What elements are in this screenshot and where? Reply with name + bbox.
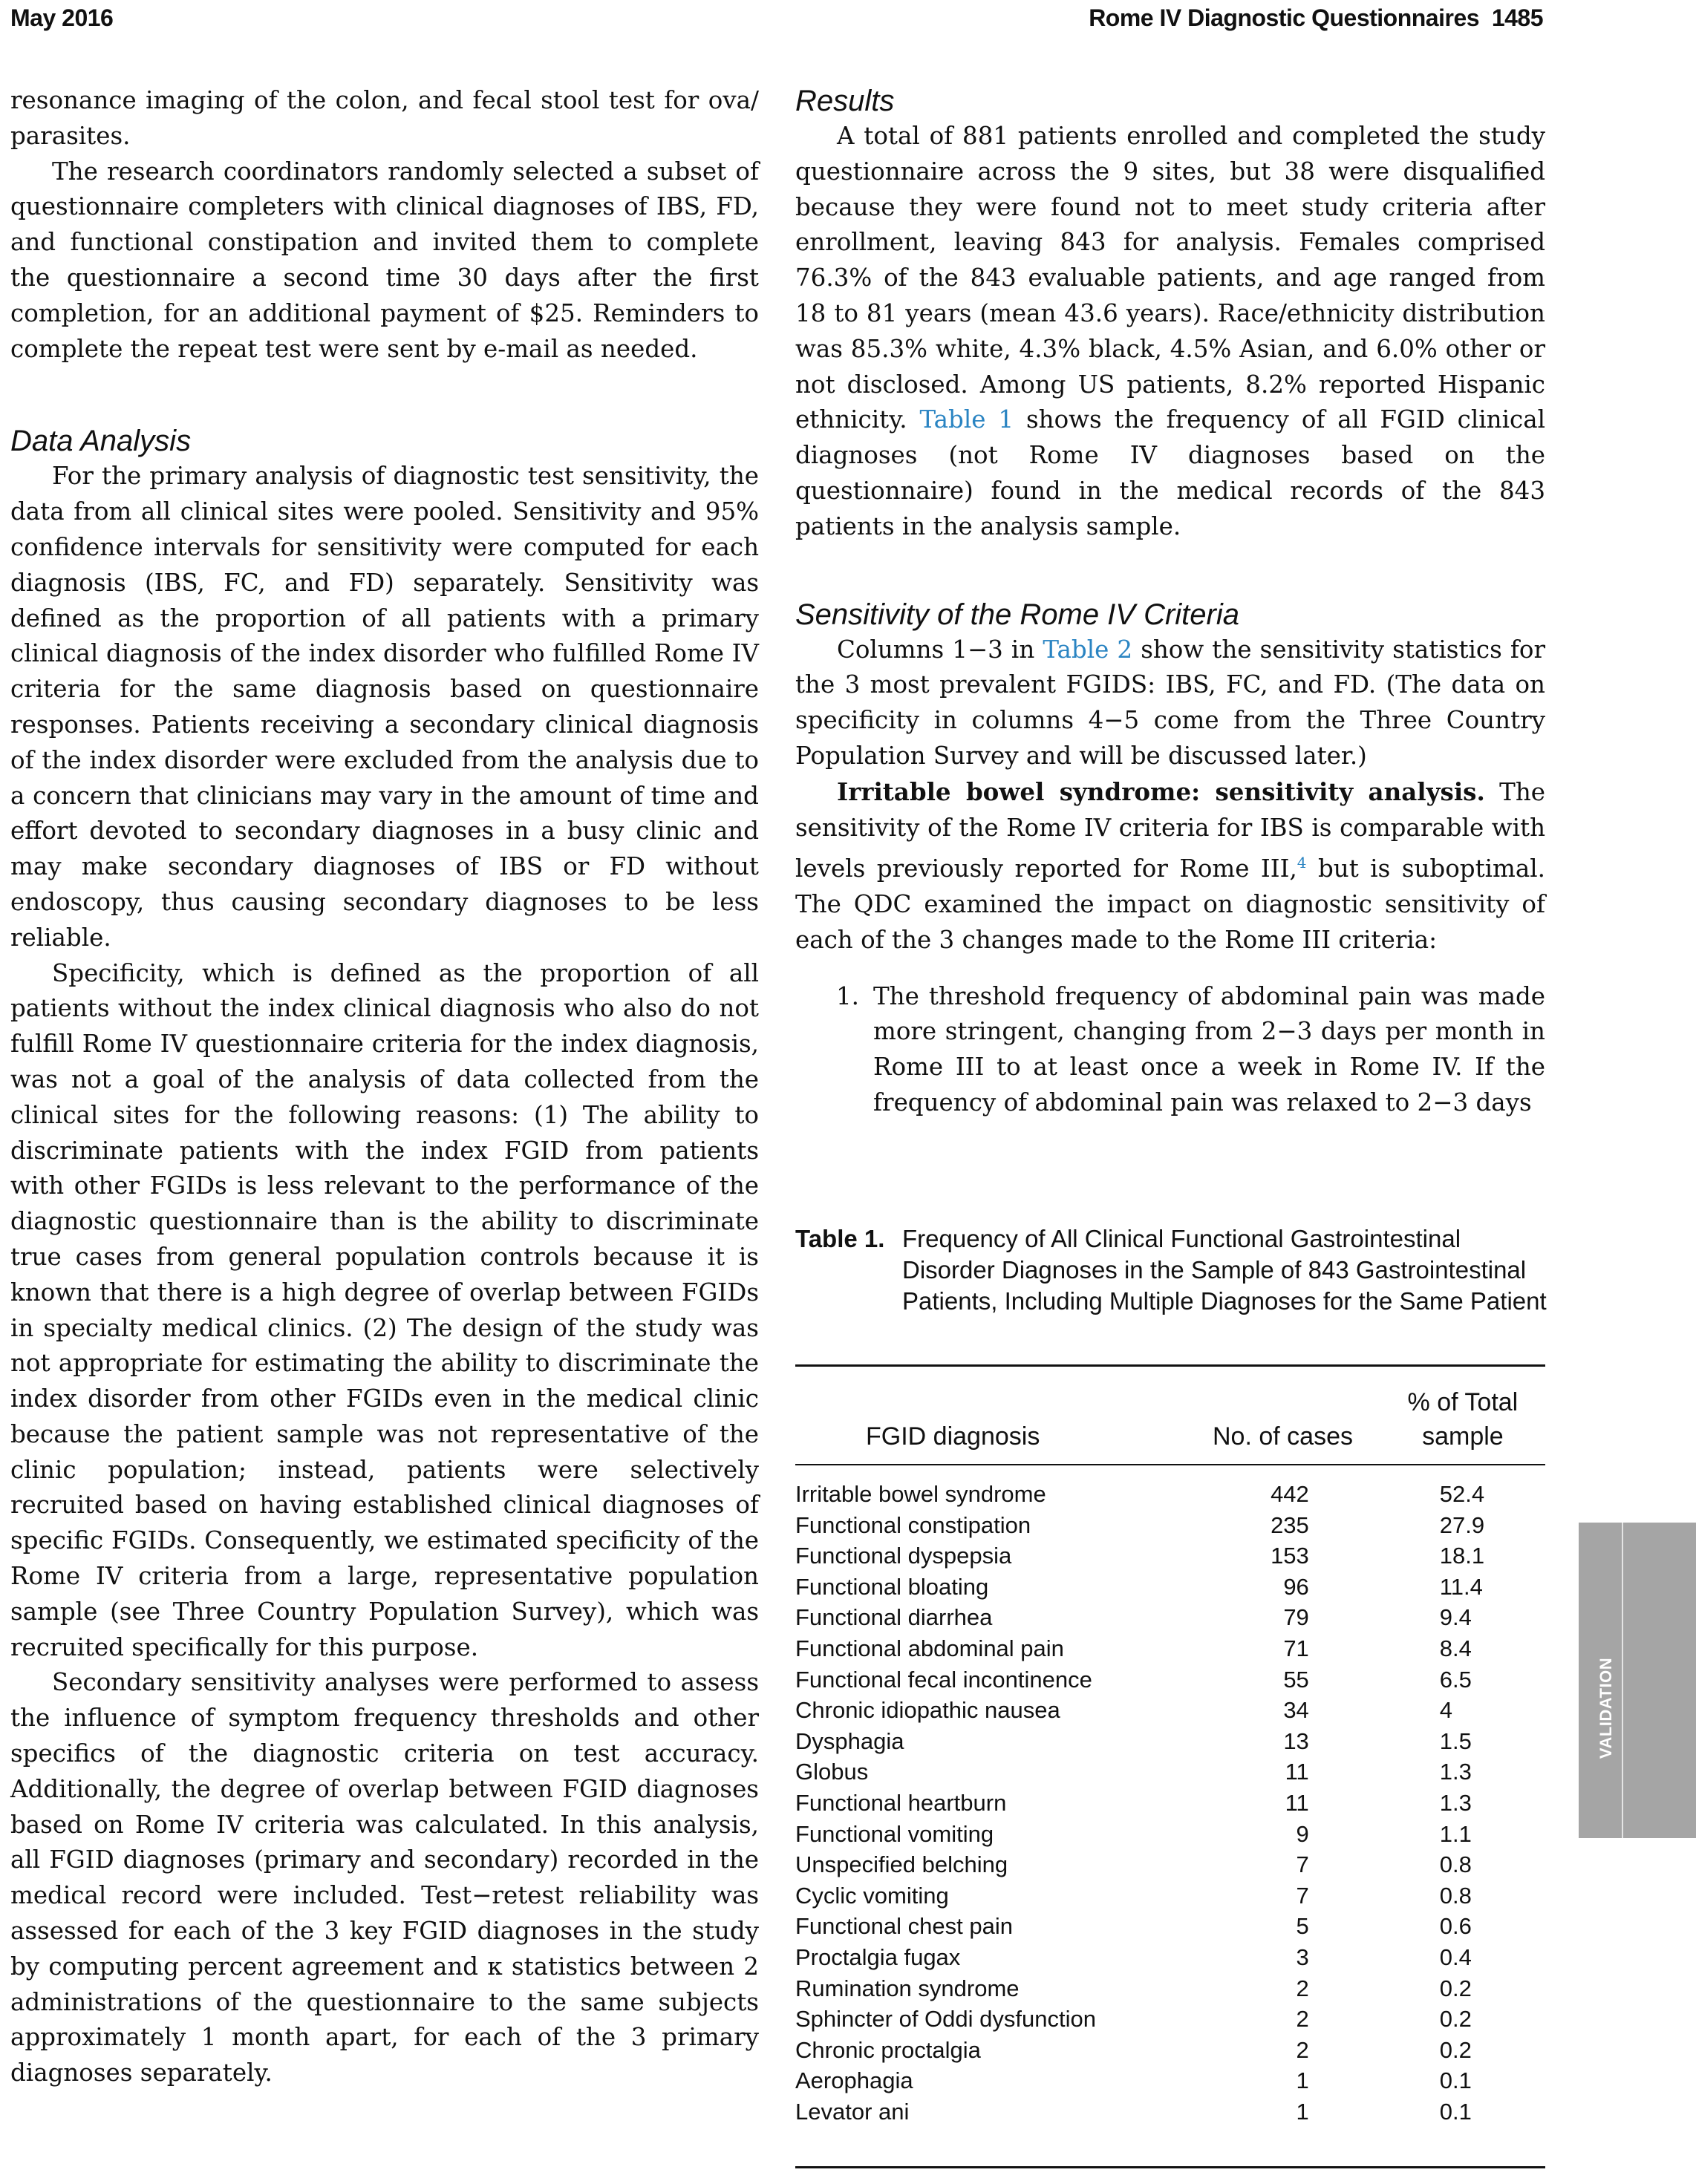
cell-cases: 34 xyxy=(1283,1697,1309,1724)
table-row xyxy=(795,1510,1545,1541)
cell-cases: 5 xyxy=(1296,1913,1309,1940)
table-row xyxy=(795,1602,1545,1633)
cell-percent: 0.8 xyxy=(1439,1882,1472,1909)
cell-percent: 0.2 xyxy=(1439,2036,1472,2063)
column-header-diagnosis: FGID diagnosis xyxy=(866,1422,1040,1451)
cell-percent: 0.8 xyxy=(1439,1851,1472,1878)
cell-cases: 7 xyxy=(1296,1882,1309,1909)
cell-diagnosis: Aerophagia xyxy=(795,2067,913,2094)
cell-diagnosis: Chronic idiopathic nausea xyxy=(795,1697,1060,1724)
cell-cases: 2 xyxy=(1296,2036,1309,2063)
cell-diagnosis: Globus xyxy=(795,1759,869,1785)
column-header-percent-line1: % of Total xyxy=(1407,1388,1519,1416)
table-row xyxy=(795,1664,1545,1696)
table-label: Table 1. xyxy=(795,1225,885,1252)
changes-list xyxy=(795,979,1545,1121)
section-heading-data-analysis: Data Analysis xyxy=(10,425,192,458)
cell-percent: 1.3 xyxy=(1439,1789,1472,1816)
side-tab-label xyxy=(1595,1656,1617,1760)
results-text: A total of 881 patients enrolled and completed the study questionnaire across the 9 sites, but 38 were disqualified because they were found not to meet study criteria after enrollment, leaving 843 for analysis. Females comprised 76.3% of the 843 evaluable patients, and age ranged from 18 to 81 years (mean 43.6 years). Race/ethnicity distribution was 85.3% white, 4.3% black, 4.5% Asian, and 6.0% other or not disclosed. Among US patients, 8.2% reported Hispanic ethnicity. xyxy=(795,122,1545,434)
cell-diagnosis: Chronic proctalgia xyxy=(795,2036,981,2063)
cell-cases: 9 xyxy=(1296,1820,1309,1847)
table-row xyxy=(795,1756,1545,1788)
cell-percent: 4 xyxy=(1439,1697,1453,1724)
table-row xyxy=(795,1633,1545,1664)
section-spacer xyxy=(10,367,759,423)
cell-percent: 6.5 xyxy=(1439,1666,1472,1693)
paragraph xyxy=(795,119,1545,545)
table-row xyxy=(795,1973,1545,2004)
cell-cases: 153 xyxy=(1271,1543,1309,1569)
reference-4-link[interactable]: 4 xyxy=(1297,854,1307,872)
cell-percent: 0.4 xyxy=(1439,1943,1472,1970)
cell-cases: 71 xyxy=(1283,1635,1309,1661)
table-row xyxy=(795,1880,1545,1912)
results-text: shows the frequency of all FGID clinical diagnoses (not Rome IV diagnoses based on the questionnaire) found in the medical records of the 843 patients in the analysis sample. xyxy=(795,405,1545,540)
cell-diagnosis: Functional diarrhea xyxy=(795,1604,993,1631)
column-header-percent xyxy=(1380,1385,1545,1454)
cell-diagnosis: Sphincter of Oddi dysfunction xyxy=(795,2006,1096,2033)
cell-cases: 79 xyxy=(1283,1604,1309,1631)
side-tab-divider xyxy=(1622,1523,1623,1838)
sensitivity-text: show the sensitivity statistics for the 3 most prevalent FGIDS: IBS, FC, and FD. (The data on specificity in columns 4−5 come from the Three Country Population Survey and will be discussed later.) xyxy=(795,635,1545,770)
column-header-cases: No. of cases xyxy=(1213,1422,1353,1451)
cell-cases: 2 xyxy=(1296,2006,1309,2033)
cell-cases: 55 xyxy=(1283,1666,1309,1693)
cell-cases: 7 xyxy=(1296,1851,1309,1878)
paragraph: resonance imaging of the colon, and fecal stool test for ova/ parasites. xyxy=(10,86,759,150)
cell-percent: 9.4 xyxy=(1439,1604,1472,1631)
table-row xyxy=(795,1911,1545,1942)
frequency-table xyxy=(795,1385,1545,2127)
table-row xyxy=(795,1788,1545,1819)
table-header-row xyxy=(795,1385,1545,1454)
section-heading-results: Results xyxy=(795,85,895,117)
cell-percent: 1.3 xyxy=(1439,1759,1472,1785)
paragraph xyxy=(795,774,1545,958)
cell-percent: 0.2 xyxy=(1439,2006,1472,2033)
table-row xyxy=(795,1849,1545,1880)
cell-cases: 235 xyxy=(1271,1511,1309,1538)
list-item-number: 1. xyxy=(836,981,860,1010)
table-caption-text: Frequency of All Clinical Functional Gastrointestinal Disorder Diagnoses in the Sample of 843 Gastrointestinal Patients, Including Multiple Diagnoses for the Same Patient xyxy=(902,1225,1547,1315)
table-body xyxy=(795,1479,1545,2127)
cell-cases: 1 xyxy=(1296,2067,1309,2094)
list-item xyxy=(836,979,1545,1121)
table-row xyxy=(795,2004,1545,2035)
cell-percent: 8.4 xyxy=(1439,1635,1472,1661)
paragraph: Secondary sensitivity analyses were performed to assess the influence of symptom frequency thresholds and other specifics of the diagnostic criteria on test accuracy. Additionally, the degree of overlap between FGID diagnoses based on Rome IV criteria was calculated. In this analysis, all FGID diagnoses (primary and secondary) recorded in the medical record were included. Test−retest reliability was assessed for each of the 3 key FGID diagnoses in the study by computing percent agreement and κ statistics between 2 administrations of the questionnaire to the same subjects approximately 1 month apart, for each of the 3 primary diagnoses separately. xyxy=(10,1668,759,2087)
cell-percent: 1.5 xyxy=(1439,1727,1472,1754)
cell-diagnosis: Functional chest pain xyxy=(795,1913,1013,1940)
section-side-tab xyxy=(1579,1523,1696,1838)
cell-percent: 0.6 xyxy=(1439,1913,1472,1940)
right-column xyxy=(795,83,1545,1121)
subsection-heading-ibs: Irritable bowel syndrome: sensitivity analysis. xyxy=(837,777,1485,806)
table-row xyxy=(795,2035,1545,2066)
cell-diagnosis: Proctalgia fugax xyxy=(795,1943,961,1970)
cell-percent: 27.9 xyxy=(1439,1511,1485,1538)
cell-diagnosis: Cyclic vomiting xyxy=(795,1882,949,1909)
cell-diagnosis: Functional fecal incontinence xyxy=(795,1666,1092,1693)
cell-diagnosis: Functional constipation xyxy=(795,1511,1031,1538)
cell-percent: 0.2 xyxy=(1439,1975,1472,2001)
paragraph: The research coordinators randomly selected a subset of questionnaire completers with clinical diagnoses of IBS, FD, and functional constipation and invited them to complete the questionnaire a second time 30 days after the first completion, for an additional payment of $25. Reminders to complete the repeat test were sent by e-mail as needed. xyxy=(10,157,759,363)
table-1-link[interactable]: Table 1 xyxy=(919,405,1014,434)
cell-percent: 0.1 xyxy=(1439,2098,1472,2125)
cell-percent: 1.1 xyxy=(1439,1820,1472,1847)
table-row xyxy=(795,2065,1545,2096)
table-row xyxy=(795,2096,1545,2128)
cell-cases: 1 xyxy=(1296,2098,1309,2125)
cell-percent: 11.4 xyxy=(1439,1573,1483,1600)
cell-diagnosis: Unspecified belching xyxy=(795,1851,1008,1878)
cell-percent: 52.4 xyxy=(1439,1481,1485,1507)
left-column xyxy=(10,83,759,2091)
cell-cases: 2 xyxy=(1296,1975,1309,2001)
paragraph: Specificity, which is defined as the proportion of all patients without the index clinical diagnosis who also do not fulfill Rome IV questionnaire criteria for the index diagnosis, was not a goal of the analysis of data collected from the clinical sites for the following reasons: (1) The ability to discriminate patients with the index FGID from patients with other FGIDs is less relevant to the performance of the diagnostic questionnaire than is the ability to discriminate true cases from general population controls because it is known that there is a high degree of overlap between FGIDs in specialty medical clinics. (2) The design of the study was not appropriate for estimating the ability to discriminate the index disorder from other FGIDs even in the medical clinic because the patient sample was not representative of the clinic population; instead, patients were selectively recruited based on having established clinical diagnoses of specific FGIDs. Consequently, we estimated specificity of the Rome IV criteria from a large, representative population sample (see Three Country Population Survey), which was recruited specifically for this purpose. xyxy=(10,958,759,1661)
table-row xyxy=(795,1572,1545,1603)
ibs-text: The sensitivity of the Rome IV criteria for IBS is comparable with levels previously reported for Rome III, xyxy=(795,777,1545,883)
side-tab-text: VALIDATION xyxy=(1596,1657,1615,1759)
paragraph xyxy=(795,632,1545,774)
cell-diagnosis: Functional abdominal pain xyxy=(795,1635,1064,1661)
table-row xyxy=(795,1695,1545,1726)
section-heading-sensitivity: Sensitivity of the Rome IV Criteria xyxy=(795,598,1239,631)
column-header-percent-line2: sample xyxy=(1422,1422,1504,1451)
section-spacer xyxy=(795,545,1545,597)
table-row xyxy=(795,1819,1545,1850)
cell-diagnosis: Functional vomiting xyxy=(795,1820,994,1847)
table-row xyxy=(795,1540,1545,1572)
table-row xyxy=(795,1479,1545,1510)
table-row xyxy=(795,1726,1545,1757)
cell-diagnosis: Functional heartburn xyxy=(795,1789,1007,1816)
sensitivity-text: Columns 1−3 in xyxy=(837,635,1035,664)
cell-cases: 442 xyxy=(1271,1481,1309,1507)
table-spacer xyxy=(795,1465,1545,1479)
cell-diagnosis: Functional bloating xyxy=(795,1573,989,1600)
table-caption xyxy=(795,1223,1549,1317)
cell-cases: 13 xyxy=(1283,1727,1309,1754)
table-header-rule xyxy=(795,1454,1545,1465)
cell-diagnosis: Levator ani xyxy=(795,2098,910,2125)
cell-cases: 96 xyxy=(1283,1573,1309,1600)
ibs-text: but is suboptimal. The QDC examined the impact on diagnostic sensitivity of each of the 3 changes made to the Rome III criteria: xyxy=(795,854,1545,954)
cell-percent: 0.1 xyxy=(1439,2067,1472,2094)
running-header-date: May 2016 xyxy=(10,4,114,31)
cell-cases: 3 xyxy=(1296,1943,1309,1970)
cell-percent: 18.1 xyxy=(1439,1543,1485,1569)
cell-diagnosis: Irritable bowel syndrome xyxy=(795,1481,1046,1507)
page-number: 1485 xyxy=(1491,4,1543,31)
list-item-text: The threshold frequency of abdominal pain was made more stringent, changing from 2−3 days per month in Rome III to at least once a week in Rome IV. If the frequency of abdominal pain was relaxed to 2−3 days xyxy=(873,981,1545,1116)
cell-cases: 11 xyxy=(1285,1759,1309,1785)
paragraph: For the primary analysis of diagnostic test sensitivity, the data from all clinical sites were pooled. Sensitivity and 95% confidence intervals for sensitivity were computed for each diagnosis (IBS, FC, and FD) separately. Sensitivity was defined as the proportion of all patients with a primary clinical diagnosis of the index disorder who fulfilled Rome IV criteria for the same diagnosis based on questionnaire responses. Patients receiving a secondary clinical diagnosis of the index disorder were excluded from the analysis due to a concern that clinicians may vary in the amount of time and effort devoted to secondary diagnoses in a busy clinic and may make secondary diagnoses of IBS or FD without endoscopy, thus causing secondary diagnoses to be less reliable. xyxy=(10,462,759,952)
running-header-journal-title: Rome IV Diagnostic Questionnaires xyxy=(1089,4,1480,31)
cell-diagnosis: Rumination syndrome xyxy=(795,1975,1020,2001)
table-top-rule xyxy=(795,1364,1545,1367)
cell-diagnosis: Functional dyspepsia xyxy=(795,1543,1012,1569)
cell-diagnosis: Dysphagia xyxy=(795,1727,904,1754)
table-bottom-rule xyxy=(795,2166,1545,2168)
running-header-title xyxy=(1089,4,1543,32)
table-2-link[interactable]: Table 2 xyxy=(1043,635,1133,664)
cell-cases: 11 xyxy=(1285,1789,1309,1816)
table-row xyxy=(795,1942,1545,1973)
